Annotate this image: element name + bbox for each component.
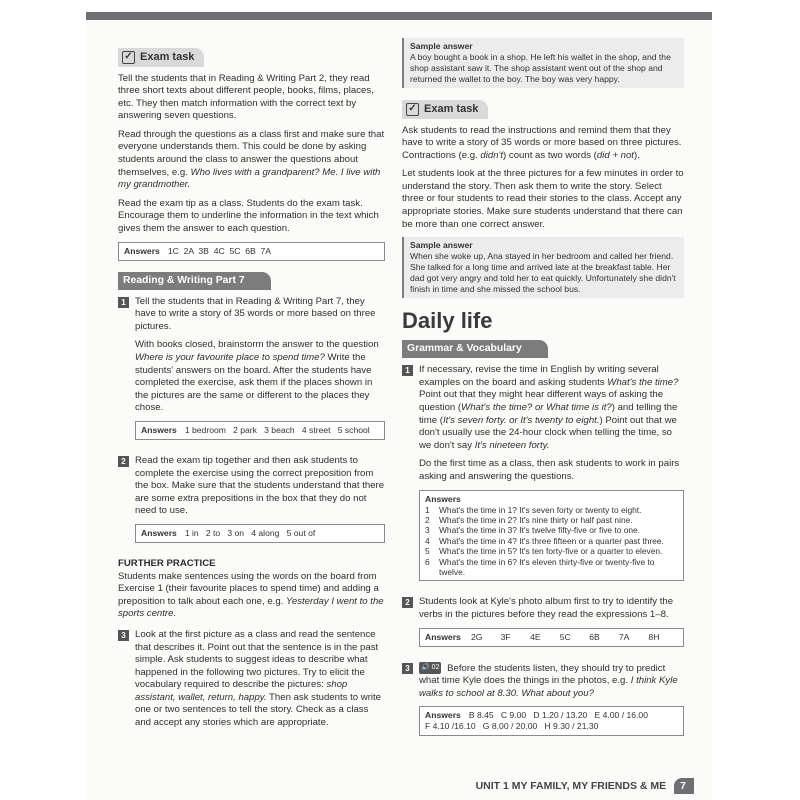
audio-track-icon[interactable]: 🔊 02 — [419, 662, 441, 675]
exercise-number: 2 — [402, 597, 413, 608]
answer-item: 5C — [559, 631, 571, 642]
answer-item: 2G — [471, 631, 483, 642]
left-column — [118, 46, 385, 742]
answer-text: What's the time in 3? It's twelve fifty-five or five to one. — [439, 525, 641, 536]
answer-number: 4 — [425, 535, 430, 546]
exercise-2: 2 Read the exam tip together and then ask students to complete the exercise using the correct preposition from the box. Make sure that the students understand that there are some extra prepositions in the box that they do not need to use. Answers 1 in 2 to 3 on 4 along 5 out of — [118, 455, 385, 552]
page-top-bar — [86, 12, 712, 20]
answer-number: 3 — [425, 525, 430, 536]
exercise-number: 3 — [118, 630, 129, 641]
page-title: Daily life — [402, 308, 493, 334]
answer-item: 7A — [618, 631, 630, 642]
answer-row — [425, 515, 678, 525]
answer-item: 3F — [500, 631, 511, 642]
exam-task-heading: ✓ Exam task — [118, 48, 204, 67]
page-footer — [476, 778, 694, 794]
paragraph: Let students look at the three pictures for a few minutes in order to understand the story. Then ask them to write the story. Select three or four students to read their stories to the class. Accept any appropriate stories. Make sure students understand that there can be more than one correct answer. — [402, 168, 684, 230]
exercise-3: 3 Look at the first picture as a class and read the sentence that describes it. Point out that the sentence is in the past simple. Ask students to suggest ideas to describe what happened in the following two pictures. Try to elicit the vocabulary required to describe the pictures: shop assistant, wallet, return, happy. Then ask students to write one or two sentences to tell the story. Check as a class and accept any stories which are appropriate. — [118, 629, 385, 736]
answers-box: Answers 1 bedroom 2 park 3 beach 4 street 5 school — [135, 421, 385, 440]
checkmark-icon: ✓ — [406, 103, 419, 116]
answer-row — [425, 557, 678, 578]
answer-number: 1 — [425, 504, 430, 515]
answers-box: Answers 1 What's the time in 1? It's seven forty or twenty to eight. 2 What's the time in 2? It's nine thirty or half past nine. 3 What's the time in 3? It's twelve fifty-five or five to one. 4 What's the time in 4? It's three fifteen or a quarter past three. 5 What's the time in 5? It's ten forty-five or a quarter to eleven. 6 What's the time in 6? It's eleven thirty-five or twenty-five to twelve. — [419, 490, 684, 582]
exercise-number: 3 — [402, 663, 413, 674]
paragraph: Read through the questions as a class first and make sure that everyone understands them. This could be done by asking students around the class to answer the questions about themselves, e.g. Who lives with a grandparent? Me. I live with my grandmother. — [118, 128, 385, 191]
answer-text: What's the time in 1? It's seven forty or twenty to eight. — [439, 504, 642, 515]
exercise-number: 1 — [402, 365, 413, 376]
checkmark-icon: ✓ — [122, 51, 135, 64]
exercise-3: 3 🔊 02 Before the students listen, they should try to predict what time Kyle does the things in the photos, e.g. I think Kyle walks to school at 8.30. What about you? Answers B 8.45 C 9.00 D 1.20 / 13.20 E 4.00 / 16.00 F 4.10 /16.10 G 8.00 / 20.00 H 9.30 / 21.30 — [402, 662, 684, 746]
answer-text: What's the time in 6? It's eleven thirty-five or twenty-five to twelve. — [439, 556, 655, 578]
answers-box: Answers B 8.45 C 9.00 D 1.20 / 13.20 E 4.00 / 16.00 F 4.10 /16.10 G 8.00 / 20.00 H 9.30 / 21.30 — [419, 706, 684, 736]
answers-box: Answers 1 in 2 to 3 on 4 along 5 out of — [135, 524, 385, 543]
section-heading-reading-writing-part-7: Reading & Writing Part 7 — [118, 272, 271, 290]
answer-row — [425, 546, 678, 556]
answer-text: What's the time in 2? It's nine thirty or half past nine. — [439, 515, 633, 525]
answer-row — [425, 536, 678, 546]
sample-answer-box: Sample answer A boy bought a book in a shop. He left his wallet in the shop, and the shop assistant saw it. The shop assistant went out of the shop and returned the wallet to the boy. The boy was very happy. — [402, 38, 684, 88]
paragraph: Ask students to read the instructions and remind them that they have to write a story of 35 words or more based on three pictures. Contractions (e.g. didn't) count as two words (did + not). — [402, 124, 682, 161]
exercise-1: 1 Tell the students that in Reading & Writing Part 7, they have to write a story of 35 words or more based on three pictures. With books closed, brainstorm the answer to the question Where is your favourite place to spend time? Write the students' answers on the board. After the students have completed the exercise, ask them if the places shown in the pictures are the same or different to the places they chose. Answers 1 bedroom 2 park 3 beach 4 street 5 school — [118, 296, 385, 449]
paragraph: Tell the students that in Reading & Writing Part 2, they read three short texts about different people, books, films, places, etc. They then match information with the correct text by answering seven questions. — [118, 72, 374, 122]
unit-title: UNIT 1 MY FAMILY, MY FRIENDS & ME — [475, 780, 667, 792]
answers-list — [425, 505, 678, 578]
answer-number: 6 — [425, 556, 430, 567]
answer-item: 8H — [648, 631, 660, 642]
sample-answer-box: Sample answer When she woke up, Ana stayed in her bedroom and called her friend. She talked for a long time and arrived late at the breakfast table. Her dad got very angry and told her to eat quickly. Unfortunately she didn't finish in time and she missed the school bus. — [402, 237, 684, 298]
page-number: 7 — [674, 778, 694, 794]
answer-number: 2 — [425, 515, 430, 525]
exercise-number: 2 — [118, 456, 129, 467]
answer-number: 5 — [425, 546, 430, 557]
answer-text: What's the time in 5? It's ten forty-five or a quarter to eleven. — [439, 546, 663, 557]
answers-box: Answers 2G 3F 4E 5C 6B 7A 8H — [419, 628, 684, 647]
paragraph: Read the exam tip as a class. Students do the exam task. Encourage them to underline the information in the text which gives them the answer to each question. — [118, 197, 379, 235]
answer-row — [425, 505, 678, 515]
book-page — [86, 12, 712, 800]
answer-item: 6B — [589, 631, 600, 642]
answer-text: What's the time in 4? It's three fifteen or a quarter past three. — [439, 535, 664, 546]
section-heading-grammar-vocabulary: Grammar & Vocabulary — [402, 340, 548, 358]
exam-task-heading: ✓ Exam task — [402, 100, 488, 119]
answer-row — [425, 525, 678, 535]
further-practice: FURTHER PRACTICE Students make sentences using the words on the board from Exercise 1 (their favourite places to spend time) and adding a preposition to talk about each one, e.g. Yesterday I went to the sports centre. — [118, 557, 384, 620]
answers-box: Answers 1C 2A 3B 4C 5C 6B 7A — [118, 242, 385, 261]
right-column — [402, 38, 684, 751]
exercise-2: 2 Students look at Kyle's photo album first to try to identify the verbs in the pictures before they read the expressions 1–8. Answers 2G 3F 4E 5C 6B 7A 8H — [402, 596, 684, 655]
exercise-number: 1 — [118, 297, 129, 308]
exercise-1: 1 If necessary, revise the time in English by writing several examples on the board and asking students What's the time? Point out that they might hear different ways of asking the question (What's the time? or What time is it?) and telling the time (It's seven forty. or It's twenty to eight.) Point out that we don't usually use the 24-hour clock when telling the time, so we don't say It's nineteen forty. Do the first time as a class, then ask students to work in pairs asking and answering the questions. Answers 1 What's the time in 1? It's seven forty or twenty to eight. 2 What's the time in 2? It's nine thirty or half past nine. 3 What's the time in 3? It's twelve fifty-five or five to one. 4 What's the time in 4? It's three fifteen or a quarter past three. 5 What's the time in 5? It's ten forty-five or a quarter to eleven. 6 What's the time in 6? It's eleven thirty-five or twenty-five to twelve. — [402, 364, 684, 590]
answer-item: 4E — [530, 631, 541, 642]
